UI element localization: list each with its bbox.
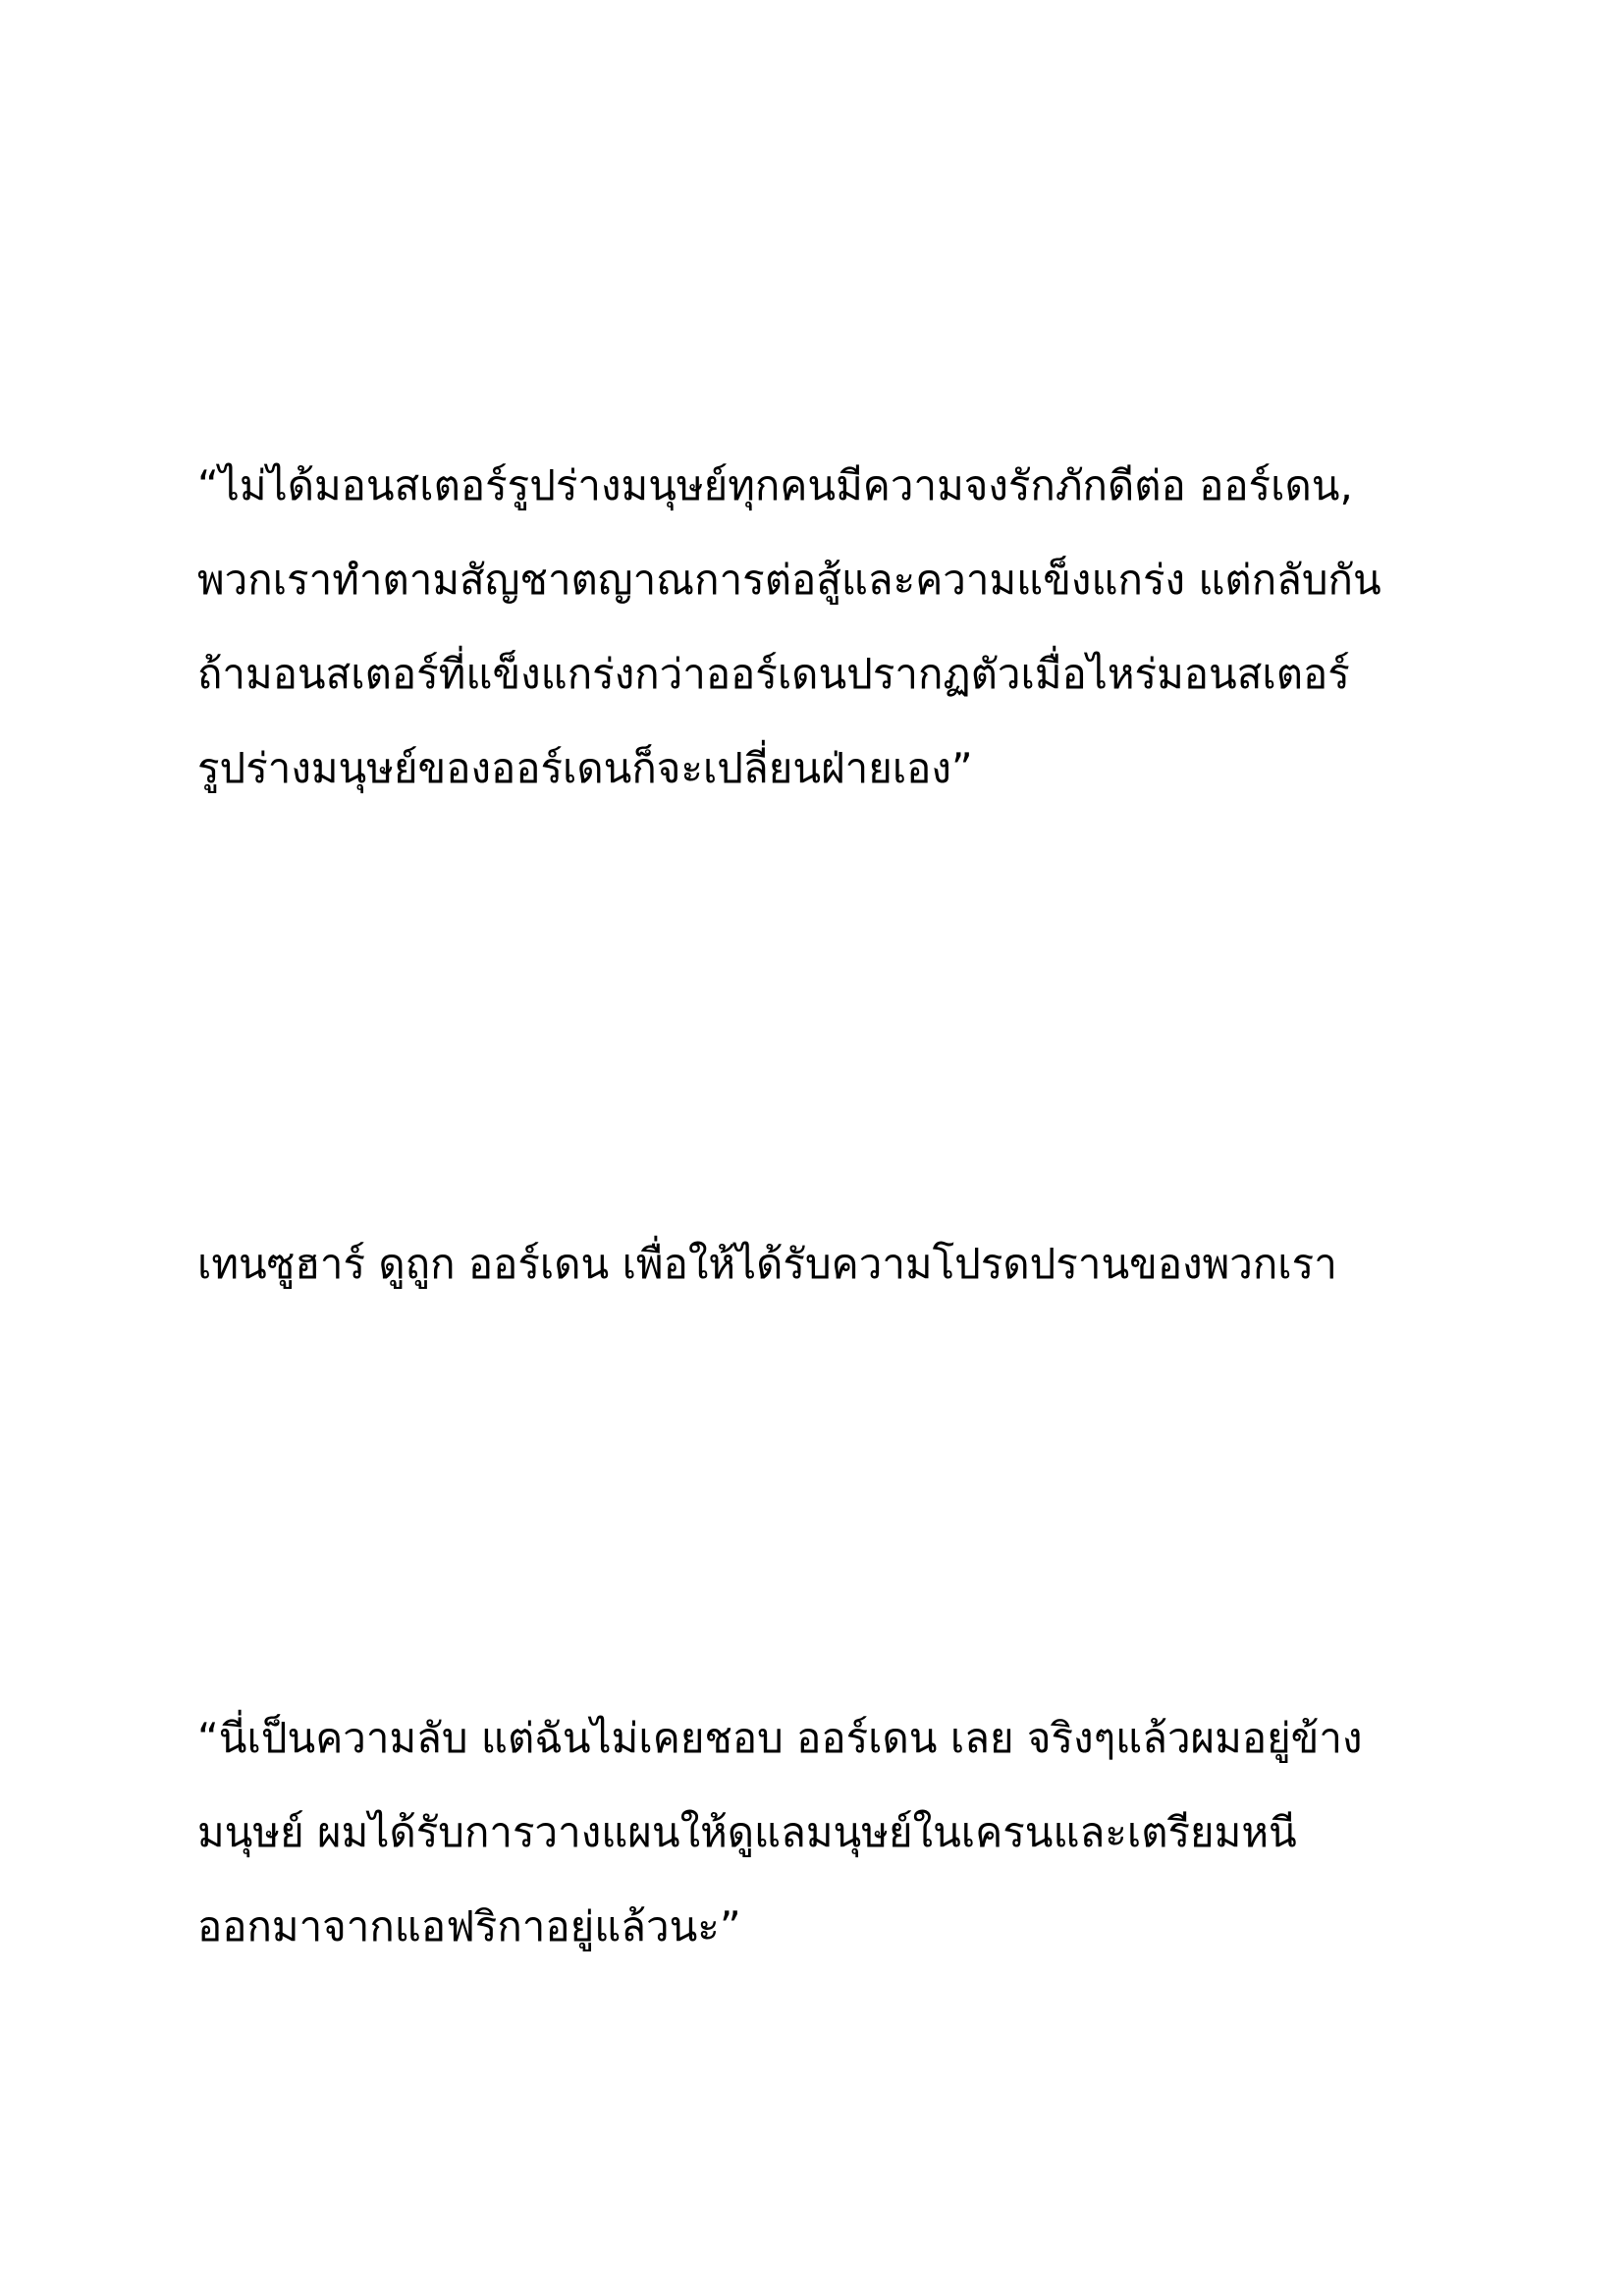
text-line: “นี่เป็นความลับ แต่ฉันไม่เคยชอบ ออร์เดน เลย จริงๆแล้วผมอยู่ข้าง xyxy=(197,1714,1363,1762)
paragraph-dialogue-2 xyxy=(197,1691,1474,1974)
text-line: ถ้ามอนสเตอร์ที่แข็งแกร่งกว่าออร์เดนปรากฏตัวเมื่อไหร่มอนสเตอร์ xyxy=(197,650,1350,698)
text-line: รูปร่างมนุษย์ของออร์เดนก็จะเปลี่ยนฝ่ายเอง” xyxy=(197,744,973,792)
paragraph-narration xyxy=(197,1217,1474,1311)
paragraph-dialogue-1 xyxy=(197,439,1474,816)
text-line: มนุษย์ ผมได้รับการวางแผนให้ดูแลมนุษย์ในเครนและเตรียมหนี xyxy=(197,1808,1297,1856)
text-line: ออกมาจากแอฟริกาอยู่แล้วนะ” xyxy=(197,1902,741,1950)
text-line: เทนซูฮาร์ ดูถูก ออร์เดน เพื่อให้ได้รับความโปรดปรานของพวกเรา xyxy=(197,1240,1337,1288)
text-line: “ไม่ได้มอนสเตอร์รูปร่างมนุษย์ทุกคนมีความจงรักภักดีต่อ ออร์เดน, xyxy=(197,461,1353,509)
text-line: พวกเราทำตามสัญชาตญาณการต่อสู้และความแข็งแกร่ง แต่กลับกัน xyxy=(197,556,1381,604)
